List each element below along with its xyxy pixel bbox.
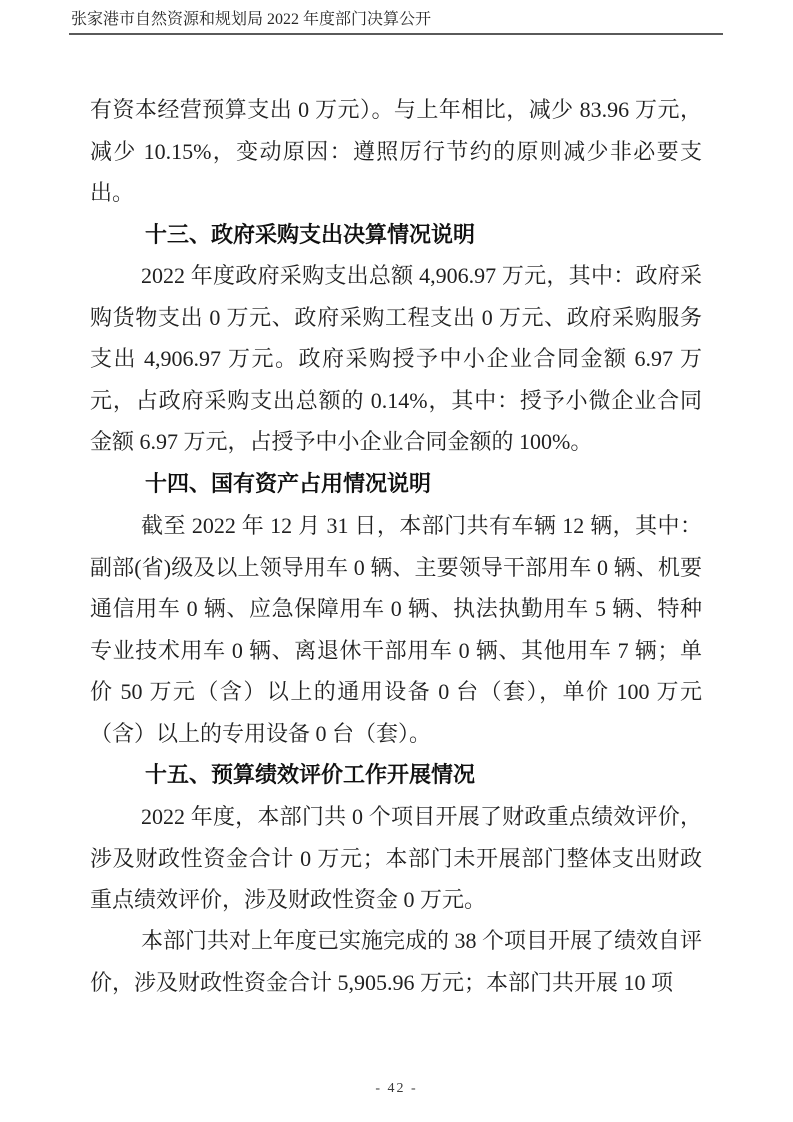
paragraph-capital-budget-continuation: 有资本经营预算支出 0 万元）。与上年相比，减少 83.96 万元，减少 10.15%，变动原因：遵照厉行节约的原则减少非必要支出。 [90, 97, 702, 206]
paragraph-state-assets-details: 截至 2022 年 12 月 31 日，本部门共有车辆 12 辆，其中：副部(省)级及以上领导用车 0 辆、主要领导干部用车 0 辆、机要通信用车 0 辆、应急保障用车 0 辆、执法执勤用车 5 辆、特种专业技术用车 0 辆、离退休干部用车 0 辆、其他用车 7 辆；单价 50 万元（含）以上的通用设备 0 台（套），单价 100 万元（含）以上的专用设备 0 台（套）。 [90, 513, 702, 746]
header-divider-rule [69, 33, 723, 35]
heading-section-14-state-assets: 十四、国有资产占用情况说明 [145, 471, 432, 496]
document-header-title: 张家港市自然资源和规划局 2022 年度部门决算公开 [71, 11, 432, 28]
paragraph-gov-procurement-details: 2022 年度政府采购支出总额 4,906.97 万元，其中：政府采购货物支出 0 万元、政府采购工程支出 0 万元、政府采购服务支出 4,906.97 万元。政府采购授予中小企业合同金额 6.97 万元，占政府采购支出总额的 0.14%，其中：授予小微企业合同金额 6.97 万元，占授予中小企业合同金额的 100%。 [90, 263, 702, 455]
heading-section-13-gov-procurement: 十三、政府采购支出决算情况说明 [145, 222, 476, 247]
heading-section-15-performance-evaluation: 十五、预算绩效评价工作开展情况 [145, 762, 476, 787]
paragraph-performance-evaluation-details: 2022 年度，本部门共 0 个项目开展了财政重点绩效评价，涉及财政性资金合计 0 万元；本部门未开展部门整体支出财政重点绩效评价，涉及财政性资金 0 万元。 [90, 804, 702, 913]
page-number: - 42 - [375, 1081, 418, 1096]
paragraph-self-evaluation-details: 本部门共对上年度已实施完成的 38 个项目开展了绩效自评价，涉及财政性资金合计 5,905.96 万元；本部门共开展 10 项 [90, 928, 703, 995]
